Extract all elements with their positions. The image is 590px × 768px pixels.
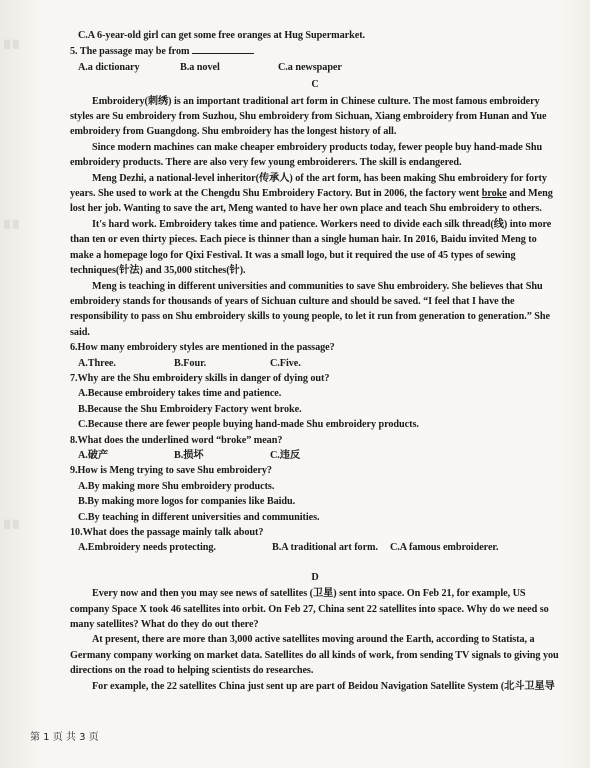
question-6: 6.How many embroidery styles are mentioned in the passage?	[70, 342, 335, 354]
exam-content	[70, 28, 560, 694]
paragraph: At present, there are more than 3,000 active satellites moving around the Earth, according to Statista, a Germany company working on market data. Satellites do all kinds of work, from sending TV signals to giving you directions on the road to helping scientists do researches.	[70, 634, 559, 677]
paragraph-text: and Meng lost her job. Wanting to save the art, Meng wanted to have her own place and teach Shu embroidery to others.	[70, 188, 553, 215]
question-10-options	[70, 540, 560, 555]
option-c: C.Because there are fewer people buying hand-made Shu embroidery products.	[78, 419, 419, 431]
bleed-through-text: ▒ ▒	[4, 220, 19, 229]
page-footer: 第 1 页 共 3 页	[30, 732, 99, 743]
question-9: 9.How is Meng trying to save Shu embroidery?	[70, 465, 272, 477]
option-line: C.A 6-year-old girl can get some free oranges at Hug Supermarket.	[78, 30, 366, 41]
underlined-word: broke	[481, 188, 507, 200]
question-7: 7.Why are the Shu embroidery skills in danger of dying out?	[70, 372, 330, 384]
paragraph	[70, 171, 560, 217]
paragraph: Meng is teaching in different universities and communities to save Shu embroidery. She believes that Shu embroidery stands for thousands of years of Sichuan culture and should be saved. “I feel that I have the responsibility to pass on Shu embroidery skills to young people, to let it run from generation to generation.” She said.	[70, 280, 550, 338]
bleed-through-text: ▒ ▒	[4, 520, 19, 529]
option-b: B.损坏	[174, 449, 204, 461]
option-a: A.By making more Shu embroidery products.	[78, 480, 275, 492]
option-c: C.a newspaper	[278, 61, 342, 73]
paragraph: It's hard work. Embroidery takes time and patience. Workers need to divide each silk thread(线) into more than ten or even thirty pieces. Each piece is thinner than a single human hair. In 2016, Baidu invited Meng to make a homepage logo for Qixi Festival. It was a small logo, but it required the use of 45 types of sewing techniques(针法) and 35,000 stitches(针).	[70, 218, 552, 277]
option-a: A.Embroidery needs protecting.	[78, 542, 216, 554]
option-a: A.破产	[78, 449, 109, 461]
option-c: C.A famous embroiderer.	[390, 542, 499, 554]
question-8-options	[70, 448, 560, 463]
question-stem: 5. The passage may be from	[70, 46, 190, 58]
option-c: C.Five.	[270, 357, 301, 369]
question-5-options	[70, 60, 560, 75]
option-a: A.Because embroidery takes time and patience.	[78, 388, 282, 400]
answer-blank	[192, 43, 254, 54]
option-b: B.Four.	[174, 357, 207, 369]
section-label-d: D	[311, 571, 319, 583]
question-8: 8.What does the underlined word “broke” mean?	[70, 434, 283, 446]
option-a: A.a dictionary	[78, 61, 140, 73]
paragraph: Every now and then you may see news of satellites (卫星) sent into space. On Feb 21, for example, US company Space X took 46 satellites into orbit. On Feb 27, China sent 22 satellites into space. Why do we need so many satellites? What do they do out there?	[70, 588, 549, 631]
option-c: C.By teaching in different universities and communities.	[78, 511, 320, 523]
paragraph: Embroidery(刺绣) is an important traditional art form in Chinese culture. The most famous embroidery styles are Su embroidery from Suzhou, Shu embroidery from Sichuan, Xiang embroidery from Hunan and Yue embroidery from Guangdong. Shu embroidery has the longest history of all.	[70, 95, 547, 138]
paragraph-text: Meng Dezhi, a national-level inheritor(传承人) of the art form, has been making Shu embroidery for forty years. She used to work at the Chengdu Shu Embroidery Factory. But in 2006, the factory went	[70, 172, 547, 200]
option-a: A.Three.	[78, 357, 116, 369]
paragraph: For example, the 22 satellites China just sent up are part of Beidou Navigation Satellite System (北斗卫星导	[92, 680, 555, 692]
question-10: 10.What does the passage mainly talk about?	[70, 527, 264, 538]
question-6-options	[70, 356, 560, 371]
option-b: B.a novel	[180, 61, 220, 73]
question-5	[70, 43, 560, 59]
bleed-through-text: ▒ ▒	[4, 40, 19, 49]
section-label-c: C	[311, 79, 319, 91]
paragraph: Since modern machines can make cheaper embroidery products today, fewer people buy hand-made Shu embroidery products. There are also very few young embroiderers. The skill is endangered.	[70, 141, 543, 169]
option-b: B.A traditional art form.	[272, 542, 378, 554]
option-b: B.Because the Shu Embroidery Factory went broke.	[78, 403, 302, 415]
option-b: B.By making more logos for companies like Baidu.	[78, 496, 296, 508]
option-c: C.违反	[270, 449, 301, 461]
